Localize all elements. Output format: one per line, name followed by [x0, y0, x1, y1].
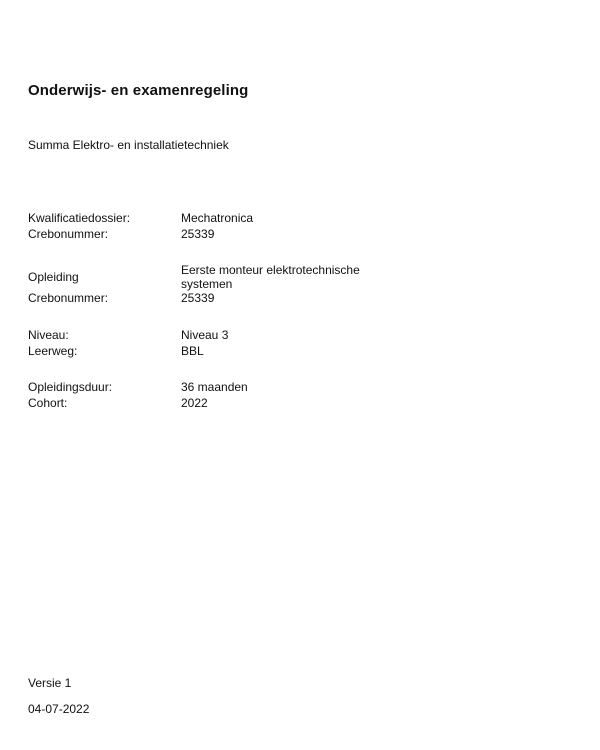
detail-label: Niveau: — [28, 328, 69, 342]
detail-label: Opleiding — [28, 270, 79, 284]
detail-value: 36 maanden — [181, 380, 248, 394]
detail-label: Crebonummer: — [28, 227, 109, 241]
detail-value: Mechatronica — [181, 211, 254, 225]
detail-label: Leerweg: — [28, 344, 78, 358]
document-title: Onderwijs- en examenregeling — [28, 82, 249, 99]
document-subtitle: Summa Elektro- en installatietechniek — [28, 138, 229, 152]
detail-label: Cohort: — [28, 396, 68, 410]
detail-value: BBL — [181, 344, 204, 358]
detail-value: Niveau 3 — [181, 328, 229, 342]
detail-value: 25339 — [181, 291, 215, 305]
detail-label: Opleidingsduur: — [28, 380, 113, 394]
version-label: Versie 1 — [28, 676, 72, 690]
detail-label: Crebonummer: — [28, 291, 109, 305]
detail-value: 25339 — [181, 227, 215, 241]
detail-label: Kwalificatiedossier: — [28, 211, 131, 225]
detail-value: Eerste monteur elektrotechnische systemen — [181, 263, 360, 291]
document-date: 04-07-2022 — [28, 702, 90, 716]
detail-value: 2022 — [181, 396, 208, 410]
